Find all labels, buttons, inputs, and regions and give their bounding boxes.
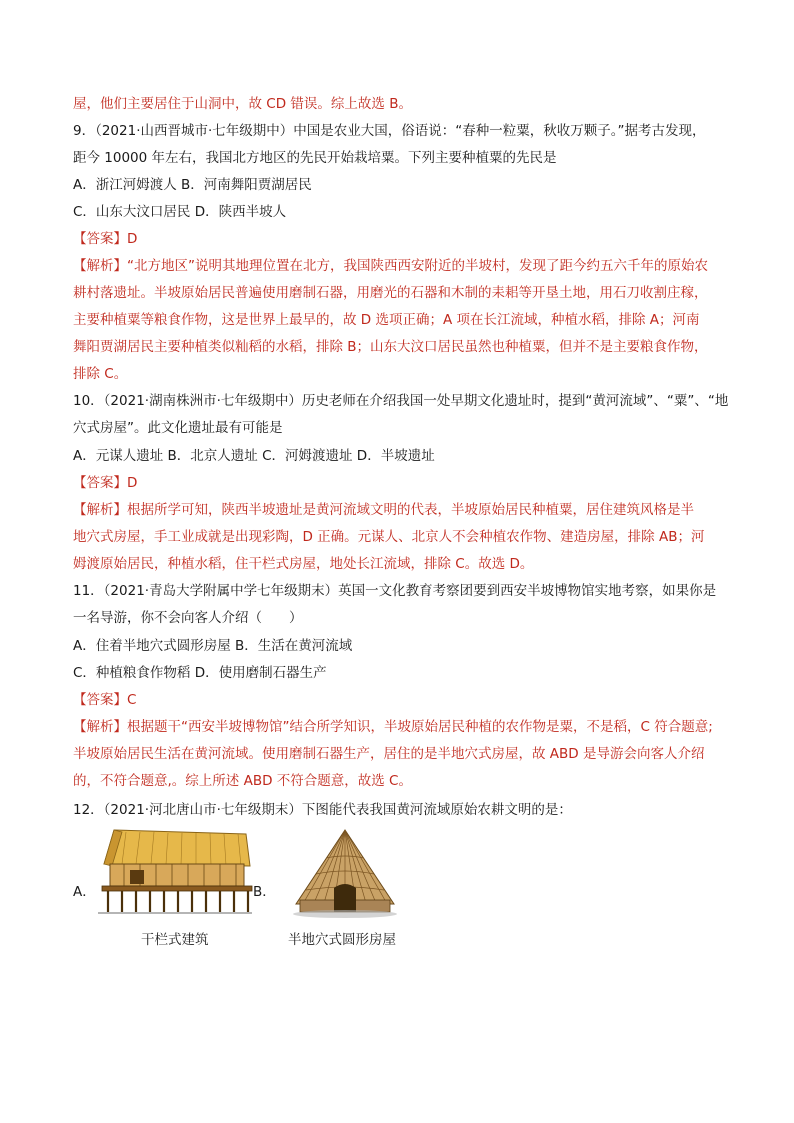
q9-analysis-line-2: 耕村落遗址。半坡原始居民普遍使用磨制石器，用磨光的石器和木制的耒耜等开垦土地，用石刀收割庄稼， <box>73 285 708 301</box>
q9-stem-line-1: 9．（2021·山西晋城市·七年级期中）中国是农业大国，俗语说：“春种一粒粟，秋收万颗子。”据考古发现， <box>73 123 706 139</box>
q11-options-line-2: C．种植粮食作物稻 D．使用磨制石器生产 <box>73 665 327 681</box>
q9-analysis-line-3: 主要种植粟等粮食作物，这是世界上最早的，故 D 选项正确；A 项在长江流域，种植水稻，排除 A；河南 <box>73 312 700 328</box>
q9-answer: 【答案】D <box>73 231 138 247</box>
caption-stilt-house: 干栏式建筑 <box>141 932 209 948</box>
q9-analysis-line-4: 舞阳贾湖居民主要种植类似籼稻的水稻，排除 B；山东大汶口居民虽然也种植粟，但并不是主要粮食作物， <box>73 339 708 355</box>
q11-analysis-line-3: 的，不符合题意,。综上所述 ABD 不符合题意，故选 C。 <box>73 773 412 789</box>
caption-round-house: 半地穴式圆形房屋 <box>288 932 396 948</box>
q11-stem-line-2: 一名导游，你不会向客人介绍（ ） <box>73 610 303 626</box>
q10-options-line-1: A．元谋人遗址 B．北京人遗址 C．河姆渡遗址 D．半坡遗址 <box>73 448 435 464</box>
q8-analysis-tail: 屋，他们主要居住于山洞中，故 CD 错误。综上故选 B。 <box>73 96 412 112</box>
q9-stem-line-2: 距今 10000 年左右，我国北方地区的先民开始栽培粟。下列主要种植粟的先民是 <box>73 150 557 166</box>
q11-analysis-line-2: 半坡原始居民生活在黄河流域。使用磨制石器生产，居住的是半地穴式房屋，故 ABD 是导游会向客人介绍 <box>73 746 705 762</box>
q11-answer: 【答案】C <box>73 692 137 708</box>
q10-stem-line-2: 穴式房屋”。此文化遗址最有可能是 <box>73 420 283 436</box>
q10-analysis-line-3: 姆渡原始居民，种植水稻，住干栏式房屋，地处长江流域，排除 C。故选 D。 <box>73 556 534 572</box>
q12-option-b-label: B． <box>253 884 276 900</box>
q10-analysis-line-1: 【解析】根据所学可知，陕西半坡遗址是黄河流域文明的代表，半坡原始居民种植粟，居住建筑风格是半 <box>73 502 694 518</box>
q10-analysis-line-2: 地穴式房屋，手工业成就是出现彩陶，D 正确。元谋人、北京人不会种植农作物、建造房屋，排除 AB；河 <box>73 529 705 545</box>
q12-option-a-label: A． <box>73 884 96 900</box>
q11-options-line-1: A．住着半地穴式圆形房屋 B．生活在黄河流域 <box>73 638 353 654</box>
q9-options-line-2: C．山东大汶口居民 D．陕西半坡人 <box>73 204 287 220</box>
q9-options-line-1: A．浙江河姆渡人 B．河南舞阳贾湖居民 <box>73 177 312 193</box>
q10-stem-line-1: 10．（2021·湖南株洲市·七年级期中）历史老师在介绍我国一处早期文化遗址时，提到“黄河流域”、“粟”、“地 <box>73 393 729 409</box>
q11-stem-line-1: 11．（2021·青岛大学附属中学七年级期末）英国一文化教育考察团要到西安半坡博物馆实地考察，如果你是 <box>73 583 717 599</box>
q11-analysis-line-1: 【解析】根据题干“西安半坡博物馆”结合所学知识，半坡原始居民种植的农作物是粟，不是稻，C 符合题意; <box>73 719 713 735</box>
round-house-illustration <box>290 826 400 920</box>
q10-answer: 【答案】D <box>73 475 138 491</box>
q9-analysis-line-5: 排除 C。 <box>73 366 128 382</box>
q12-stem-line-1: 12．（2021·河北唐山市·七年级期末）下图能代表我国黄河流域原始农耕文明的是： <box>73 802 572 818</box>
stilt-house-illustration <box>96 826 254 916</box>
q9-analysis-line-1: 【解析】“北方地区”说明其地理位置在北方，我国陕西西安附近的半坡村，发现了距今约五六千年的原始农 <box>73 258 708 274</box>
